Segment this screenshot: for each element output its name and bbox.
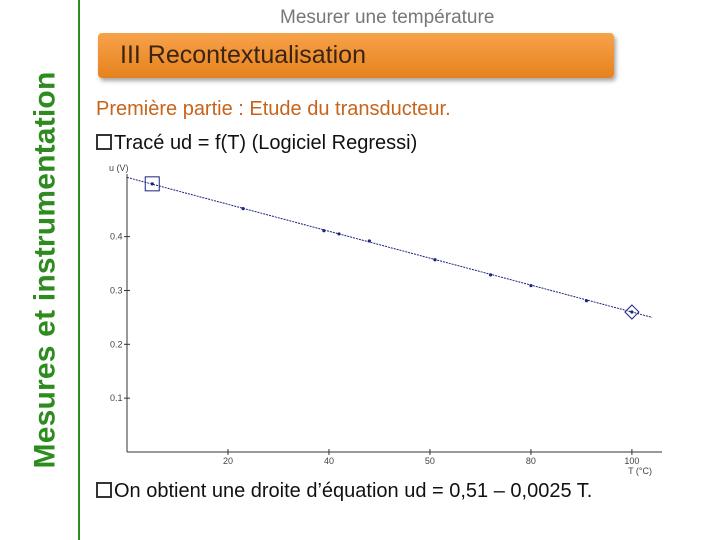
data-point — [630, 310, 633, 313]
bullet-1 — [96, 132, 417, 155]
bullet-box-icon — [96, 134, 112, 150]
x-tick-label: 40 — [323, 456, 334, 466]
data-point — [322, 229, 325, 232]
x-tick-label: 50 — [424, 456, 435, 466]
data-point — [151, 182, 154, 185]
x-tick-label: 100 — [624, 456, 640, 466]
header-title: Mesurer une température — [280, 7, 495, 28]
data-point — [368, 239, 371, 242]
data-point — [489, 273, 492, 276]
y-axis-label: u (V) — [109, 163, 129, 173]
bullet-2 — [96, 480, 592, 503]
y-tick-label: 0.3 — [110, 285, 123, 296]
bullet-box-icon — [96, 482, 112, 498]
x-tick-label: 80 — [525, 456, 536, 466]
side-title-text: Mesures et instrumentation — [28, 71, 62, 469]
data-point — [529, 284, 532, 287]
data-point — [585, 299, 588, 302]
x-axis-label: T (°C) — [628, 466, 652, 476]
data-point — [433, 258, 436, 261]
y-tick-label: 0.1 — [110, 393, 123, 404]
regression-line — [127, 177, 652, 317]
side-divider — [78, 0, 80, 540]
data-point — [242, 207, 245, 210]
section-title-box — [98, 33, 614, 78]
y-tick-label: 0.2 — [110, 339, 123, 350]
section-title: III Recontextualisation — [120, 41, 366, 69]
side-title — [22, 0, 68, 540]
bullet-1-text: Tracé ud = f(T) (Logiciel Regressi) — [114, 132, 418, 154]
subtitle: Première partie : Etude du transducteur. — [96, 98, 451, 120]
data-point — [337, 232, 340, 235]
regression-chart — [100, 160, 670, 482]
x-tick-label: 20 — [222, 456, 233, 466]
bullet-2-text: On obtient une droite d’équation ud = 0,51 – 0,0025 T. — [114, 480, 593, 502]
y-tick-label: 0.4 — [110, 231, 123, 242]
